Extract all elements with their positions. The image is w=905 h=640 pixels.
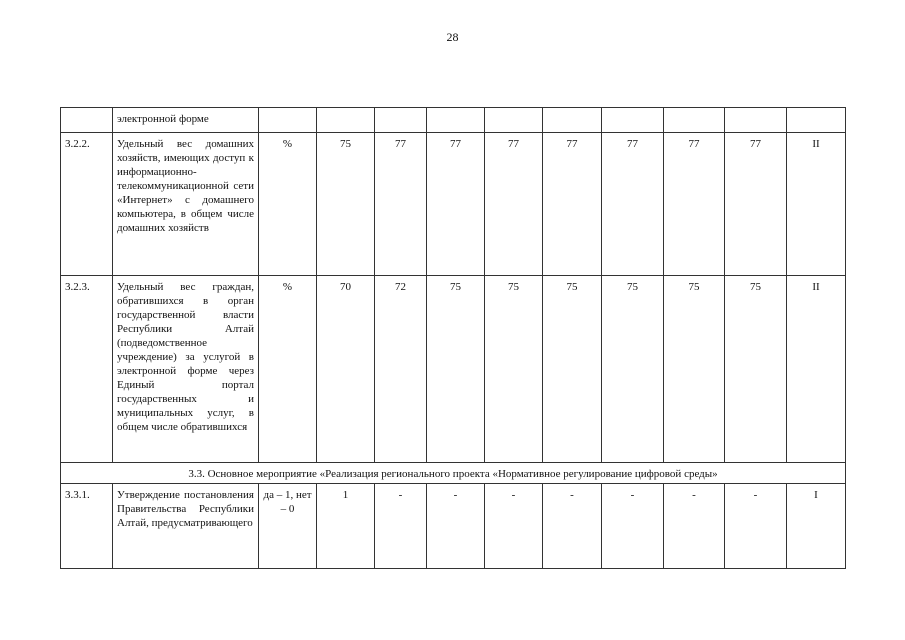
cell-empty: [664, 108, 725, 133]
cell-value: -: [427, 484, 485, 569]
cell-empty: [485, 108, 543, 133]
cell-empty: [427, 108, 485, 133]
cell-value: -: [664, 484, 725, 569]
cell-empty: [375, 108, 427, 133]
cell-value: 75: [317, 133, 375, 276]
cell-unit: %: [259, 133, 317, 276]
table-row-3-2-3: [61, 276, 846, 463]
table-row-3-3-1: [61, 484, 846, 569]
cell-empty: [259, 108, 317, 133]
cell-desc: Утверждение постановления Правительства Республики Алтай, предусматривающего: [113, 484, 259, 569]
page-number: 28: [446, 30, 459, 44]
cell-num: 3.3.1.: [61, 484, 113, 569]
section-title: 3.3. Основное мероприятие «Реализация регионального проекта «Нормативное регулирование цифровой среды»: [61, 463, 846, 484]
cell-desc: Удельный вес домашних хозяйств, имеющих доступ к информационно-телекоммуникационной сети «Интернет» с домашнего компьютера, в общем числе домашних хозяйств: [113, 133, 259, 276]
cell-value: 77: [543, 133, 602, 276]
cell-num: [61, 108, 113, 133]
cell-num: 3.2.3.: [61, 276, 113, 463]
indicators-table: [60, 107, 846, 569]
cell-value: 75: [602, 276, 664, 463]
cell-value: 75: [543, 276, 602, 463]
cell-value: 77: [427, 133, 485, 276]
cell-value: 72: [375, 276, 427, 463]
cell-empty: [602, 108, 664, 133]
cell-value: -: [543, 484, 602, 569]
cell-empty: [543, 108, 602, 133]
cell-unit: да – 1, нет – 0: [259, 484, 317, 569]
cell-value: 70: [317, 276, 375, 463]
cell-value: 75: [725, 276, 787, 463]
cell-type: II: [787, 276, 846, 463]
cell-value: 1: [317, 484, 375, 569]
cell-value: 77: [375, 133, 427, 276]
cell-desc: Удельный вес граждан, обратившихся в орган государственной власти Республики Алтай (подведомственное учреждение) за услугой в электронной форме через Единый портал государственных и муниципальных услуг, в общем числе обратившихся: [113, 276, 259, 463]
cell-value: 75: [664, 276, 725, 463]
cell-value: 77: [664, 133, 725, 276]
cell-unit: %: [259, 276, 317, 463]
cell-value: -: [485, 484, 543, 569]
cell-value: 75: [427, 276, 485, 463]
cell-type: II: [787, 133, 846, 276]
cell-empty: [317, 108, 375, 133]
cell-type: I: [787, 484, 846, 569]
table-row-continuation: [61, 108, 846, 133]
cell-value: -: [375, 484, 427, 569]
cell-value: 75: [485, 276, 543, 463]
table-section-row: [61, 463, 846, 484]
cell-value: 77: [725, 133, 787, 276]
cell-value: 77: [485, 133, 543, 276]
cell-num: 3.2.2.: [61, 133, 113, 276]
cell-empty: [725, 108, 787, 133]
table-row-3-2-2: [61, 133, 846, 276]
cell-value: -: [602, 484, 664, 569]
cell-value: 77: [602, 133, 664, 276]
cell-desc: электронной форме: [113, 108, 259, 133]
cell-value: -: [725, 484, 787, 569]
cell-empty: [787, 108, 846, 133]
